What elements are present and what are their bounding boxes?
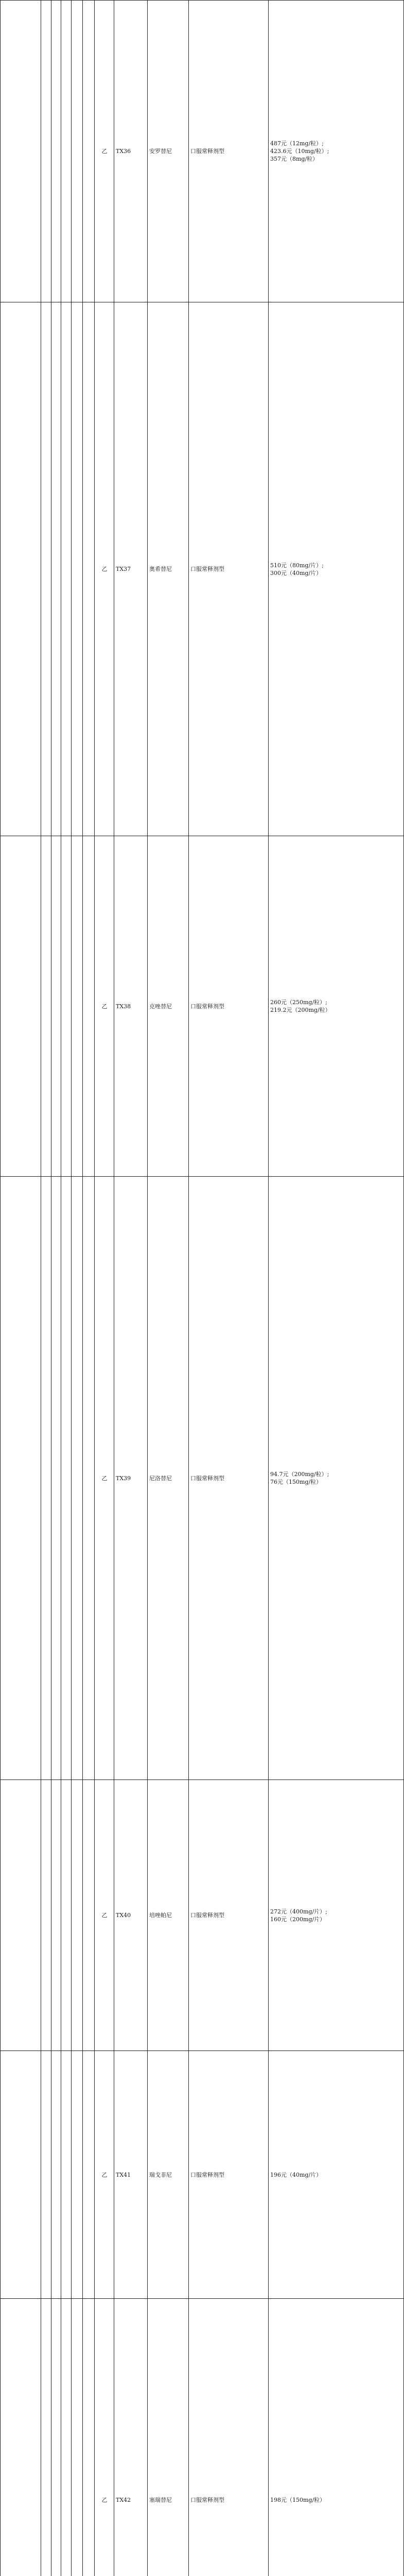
price-cell [269, 1780, 404, 2051]
table-row [1, 1780, 404, 2051]
price-line: 487元（12mg/粒）; [270, 140, 402, 147]
empty-cell [83, 302, 95, 836]
empty-cell [41, 2051, 51, 2299]
table-row [1, 302, 404, 836]
empty-cell [41, 1780, 51, 2051]
drug-name-cell: 尼洛替尼 [148, 1177, 189, 1780]
price-line: 76元（150mg/粒） [270, 1478, 402, 1486]
empty-cell [83, 1780, 95, 2051]
empty-cell [72, 2051, 83, 2299]
empty-cell [83, 1177, 95, 1780]
empty-cell [83, 2299, 95, 2576]
empty-cell [72, 1, 83, 302]
drug-name-cell: 安罗替尼 [148, 1, 189, 302]
table-row [1, 2051, 404, 2299]
drug-name-cell: 塞瑞替尼 [148, 2299, 189, 2576]
empty-cell [61, 1, 72, 302]
price-line: 272元（400mg/片）; [270, 1908, 402, 1916]
price-line: 357元（8mg/粒） [270, 155, 402, 163]
empty-cell [1, 1780, 41, 2051]
empty-cell [51, 1177, 61, 1780]
empty-cell [61, 2051, 72, 2299]
empty-cell [51, 2299, 61, 2576]
empty-cell [1, 2299, 41, 2576]
price-cell [269, 1177, 404, 1780]
drug-class-cell: 乙 [95, 302, 114, 836]
empty-cell [41, 1, 51, 302]
price-line: 160元（200mg/片） [270, 1916, 402, 1923]
price-line: 510元（80mg/片）; [270, 562, 402, 569]
empty-cell [41, 2299, 51, 2576]
table-row [1, 836, 404, 1177]
dosage-form-cell: 口服常释剂型 [189, 1, 269, 302]
dosage-form-cell: 口服常释剂型 [189, 302, 269, 836]
empty-cell [83, 1, 95, 302]
drug-class-cell: 乙 [95, 1, 114, 302]
empty-cell [72, 302, 83, 836]
drug-code-cell: TX42 [114, 2299, 148, 2576]
drug-code-cell: TX39 [114, 1177, 148, 1780]
price-line: 423.6元（10mg/粒）; [270, 147, 402, 155]
drug-class-cell: 乙 [95, 2051, 114, 2299]
price-cell [269, 302, 404, 836]
empty-cell [61, 302, 72, 836]
table-row [1, 2299, 404, 2576]
drug-code-cell: TX40 [114, 1780, 148, 2051]
dosage-form-cell: 口服常释剂型 [189, 1780, 269, 2051]
drug-class-cell: 乙 [95, 2299, 114, 2576]
drug-class-cell: 乙 [95, 1780, 114, 2051]
empty-cell [51, 836, 61, 1177]
empty-cell [51, 2051, 61, 2299]
empty-cell [83, 836, 95, 1177]
drug-code-cell: TX41 [114, 2051, 148, 2299]
empty-cell [61, 2299, 72, 2576]
dosage-form-cell: 口服常释剂型 [189, 2299, 269, 2576]
dosage-form-cell: 口服常释剂型 [189, 1177, 269, 1780]
empty-cell [51, 302, 61, 836]
price-line: 196元（40mg/片） [270, 2171, 402, 2179]
price-cell [269, 1, 404, 302]
drug-class-cell: 乙 [95, 836, 114, 1177]
table-row [1, 1, 404, 302]
drug-name-cell: 瑞戈非尼 [148, 2051, 189, 2299]
empty-cell [83, 2051, 95, 2299]
empty-cell [1, 302, 41, 836]
empty-cell [51, 1, 61, 302]
price-cell [269, 2299, 404, 2576]
drug-code-cell: TX37 [114, 302, 148, 836]
drug-code-cell: TX36 [114, 1, 148, 302]
empty-cell [72, 836, 83, 1177]
drug-code-cell: TX38 [114, 836, 148, 1177]
empty-cell [41, 836, 51, 1177]
price-cell [269, 836, 404, 1177]
empty-cell [72, 1780, 83, 2051]
dosage-form-cell: 口服常释剂型 [189, 836, 269, 1177]
price-line: 219.2元（200mg/粒） [270, 1006, 402, 1014]
price-cell [269, 2051, 404, 2299]
empty-cell [1, 1, 41, 302]
empty-cell [72, 1177, 83, 1780]
empty-cell [61, 836, 72, 1177]
empty-cell [61, 1780, 72, 2051]
price-line: 260元（250mg/粒）; [270, 998, 402, 1006]
empty-cell [41, 1177, 51, 1780]
price-line: 198元（150mg/粒） [270, 2496, 402, 2504]
empty-cell [72, 2299, 83, 2576]
drug-name-cell: 培唑帕尼 [148, 1780, 189, 2051]
empty-cell [61, 1177, 72, 1780]
empty-cell [41, 302, 51, 836]
drug-name-cell: 奥希替尼 [148, 302, 189, 836]
price-line: 94.7元（200mg/粒）; [270, 1470, 402, 1478]
drug-name-cell: 克唑替尼 [148, 836, 189, 1177]
empty-cell [1, 836, 41, 1177]
empty-cell [1, 1177, 41, 1780]
empty-cell [51, 1780, 61, 2051]
dosage-form-cell: 口服常释剂型 [189, 2051, 269, 2299]
price-line: 300元（40mg/片） [270, 569, 402, 577]
drug-class-cell: 乙 [95, 1177, 114, 1780]
table-row [1, 1177, 404, 1780]
empty-cell [1, 2051, 41, 2299]
